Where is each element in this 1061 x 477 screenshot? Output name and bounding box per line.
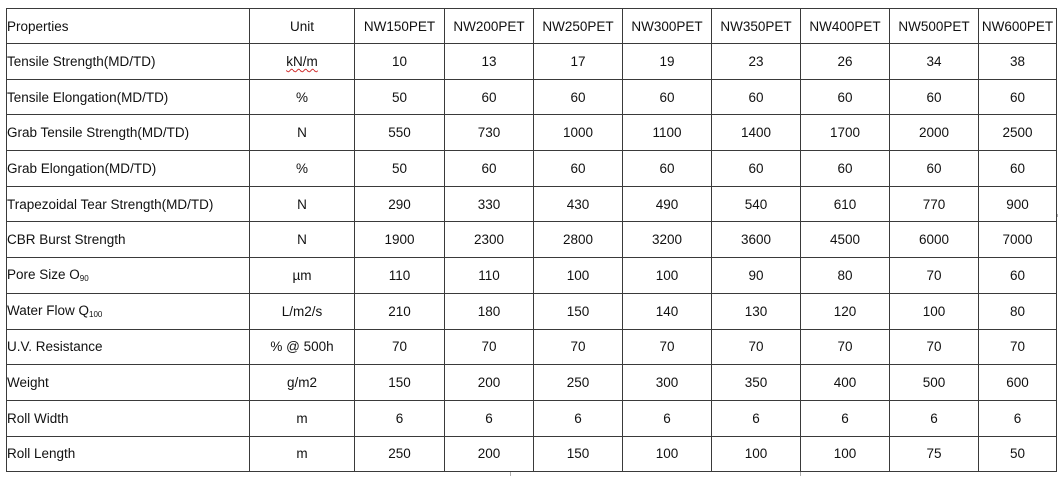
unit-label: % — [295, 160, 308, 176]
value-cell: 7000 — [979, 222, 1057, 258]
value-cell: 75 — [890, 436, 979, 472]
value-cell: 26 — [801, 44, 890, 80]
property-label: Roll Length — [7, 446, 76, 462]
value-cell: 730 — [445, 115, 534, 151]
table-row — [7, 258, 1057, 294]
table-row — [7, 365, 1057, 401]
value-cell: 350 — [712, 365, 801, 401]
unit-cell — [250, 258, 355, 294]
value-cell: 60 — [890, 151, 979, 187]
value-cell: 60 — [712, 79, 801, 115]
unit-cell — [250, 293, 355, 329]
value-cell: 6 — [355, 400, 445, 436]
value-cell: 100 — [712, 436, 801, 472]
column-header-model: NW500PET — [890, 9, 979, 44]
value-cell: 4500 — [801, 222, 890, 258]
column-header-model: NW150PET — [355, 9, 445, 44]
unit-cell — [250, 79, 355, 115]
value-cell: 490 — [623, 186, 712, 222]
column-header-model: NW300PET — [623, 9, 712, 44]
column-header-model: NW400PET — [801, 9, 890, 44]
unit-cell — [250, 115, 355, 151]
property-cell — [7, 329, 250, 365]
table-body — [7, 44, 1057, 472]
property-cell — [7, 222, 250, 258]
table-row — [7, 293, 1057, 329]
unit-cell — [250, 400, 355, 436]
value-cell: 600 — [979, 365, 1057, 401]
value-cell: 210 — [355, 293, 445, 329]
value-cell: 17 — [534, 44, 623, 80]
property-cell — [7, 79, 250, 115]
property-label: Grab Elongation(MD/TD) — [7, 160, 157, 176]
column-header-model: NW600PET — [979, 9, 1057, 44]
value-cell: 60 — [445, 79, 534, 115]
value-cell: 150 — [534, 293, 623, 329]
value-cell: 250 — [355, 436, 445, 472]
value-cell: 200 — [445, 436, 534, 472]
value-cell: 60 — [623, 79, 712, 115]
value-cell: 70 — [890, 258, 979, 294]
value-cell: 60 — [534, 79, 623, 115]
value-cell: 400 — [801, 365, 890, 401]
value-cell: 6 — [979, 400, 1057, 436]
column-header-properties: Properties — [7, 9, 250, 44]
unit-label: % @ 500h — [270, 339, 334, 355]
property-label: Trapezoidal Tear Strength(MD/TD) — [7, 196, 214, 212]
property-cell — [7, 258, 250, 294]
value-cell: 290 — [355, 186, 445, 222]
value-cell: 50 — [979, 436, 1057, 472]
property-cell — [7, 365, 250, 401]
table-row — [7, 400, 1057, 436]
value-cell: 100 — [623, 258, 712, 294]
unit-cell — [250, 151, 355, 187]
value-cell: 2300 — [445, 222, 534, 258]
value-cell: 90 — [712, 258, 801, 294]
property-cell — [7, 293, 250, 329]
spec-table — [6, 8, 1057, 472]
value-cell: 120 — [801, 293, 890, 329]
value-cell: 19 — [623, 44, 712, 80]
property-label: Pore Size O — [7, 267, 80, 283]
unit-label: g/m2 — [286, 375, 317, 391]
header-row — [7, 9, 1057, 44]
value-cell: 60 — [445, 151, 534, 187]
unit-label: N — [297, 232, 307, 248]
value-cell: 2800 — [534, 222, 623, 258]
value-cell: 70 — [623, 329, 712, 365]
value-cell: 610 — [801, 186, 890, 222]
property-label: U.V. Resistance — [7, 339, 103, 355]
value-cell: 70 — [801, 329, 890, 365]
value-cell: 60 — [801, 79, 890, 115]
value-cell: 23 — [712, 44, 801, 80]
value-cell: 80 — [979, 293, 1057, 329]
value-cell: 6 — [623, 400, 712, 436]
value-cell: 200 — [445, 365, 534, 401]
value-cell: 550 — [355, 115, 445, 151]
unit-label: % — [295, 89, 308, 105]
unit-cell — [250, 365, 355, 401]
value-cell: 50 — [355, 79, 445, 115]
value-cell: 3600 — [712, 222, 801, 258]
property-subscript: 90 — [79, 274, 89, 284]
value-cell: 10 — [355, 44, 445, 80]
property-cell — [7, 44, 250, 80]
table-row — [7, 436, 1057, 472]
value-cell: 60 — [890, 79, 979, 115]
value-cell: 180 — [445, 293, 534, 329]
unit-cell — [250, 329, 355, 365]
value-cell: 60 — [979, 151, 1057, 187]
value-cell: 100 — [534, 258, 623, 294]
property-label: Tensile Strength(MD/TD) — [7, 53, 156, 69]
unit-label: m — [296, 446, 308, 462]
unit-label: N — [297, 196, 307, 212]
value-cell: 6000 — [890, 222, 979, 258]
value-cell: 430 — [534, 186, 623, 222]
value-cell: 60 — [979, 79, 1057, 115]
value-cell: 6 — [801, 400, 890, 436]
value-cell: 34 — [890, 44, 979, 80]
value-cell: 100 — [890, 293, 979, 329]
unit-label: N — [297, 125, 307, 141]
value-cell: 1400 — [712, 115, 801, 151]
column-header-model: NW350PET — [712, 9, 801, 44]
property-label: CBR Burst Strength — [7, 232, 126, 248]
value-cell: 130 — [712, 293, 801, 329]
property-label: Roll Width — [7, 410, 69, 426]
value-cell: 60 — [534, 151, 623, 187]
value-cell: 70 — [534, 329, 623, 365]
property-label: Grab Tensile Strength(MD/TD) — [7, 125, 190, 141]
value-cell: 60 — [801, 151, 890, 187]
column-header-unit: Unit — [250, 9, 355, 44]
value-cell: 2000 — [890, 115, 979, 151]
value-cell: 80 — [801, 258, 890, 294]
property-cell — [7, 151, 250, 187]
value-cell: 70 — [445, 329, 534, 365]
value-cell: 150 — [534, 436, 623, 472]
property-cell — [7, 400, 250, 436]
value-cell: 60 — [979, 258, 1057, 294]
property-label: Tensile Elongation(MD/TD) — [7, 89, 169, 105]
value-cell: 6 — [712, 400, 801, 436]
value-cell: 70 — [355, 329, 445, 365]
value-cell: 1900 — [355, 222, 445, 258]
value-cell: 150 — [355, 365, 445, 401]
value-cell: 70 — [712, 329, 801, 365]
unit-label: L/m2/s — [281, 303, 323, 319]
unit-cell — [250, 186, 355, 222]
property-cell — [7, 186, 250, 222]
unit-label: µm — [292, 267, 312, 283]
value-cell: 3200 — [623, 222, 712, 258]
unit-label: m — [296, 410, 308, 426]
value-cell: 1700 — [801, 115, 890, 151]
value-cell: 1100 — [623, 115, 712, 151]
value-cell: 13 — [445, 44, 534, 80]
value-cell: 70 — [890, 329, 979, 365]
property-cell — [7, 115, 250, 151]
divider-tick — [510, 472, 511, 476]
property-cell — [7, 436, 250, 472]
value-cell: 110 — [445, 258, 534, 294]
value-cell: 50 — [355, 151, 445, 187]
unit-cell — [250, 222, 355, 258]
unit-cell — [250, 436, 355, 472]
value-cell: 6 — [445, 400, 534, 436]
column-header-model: NW200PET — [445, 9, 534, 44]
value-cell: 1000 — [534, 115, 623, 151]
property-label: Water Flow Q — [7, 303, 90, 319]
value-cell: 330 — [445, 186, 534, 222]
value-cell: 6 — [890, 400, 979, 436]
value-cell: 900 — [979, 186, 1057, 222]
value-cell: 60 — [712, 151, 801, 187]
property-label: Weight — [7, 375, 49, 391]
value-cell: 540 — [712, 186, 801, 222]
divider-tick — [1057, 214, 1058, 217]
value-cell: 100 — [623, 436, 712, 472]
table-row — [7, 222, 1057, 258]
table-row — [7, 151, 1057, 187]
value-cell: 60 — [623, 151, 712, 187]
value-cell: 300 — [623, 365, 712, 401]
value-cell: 100 — [801, 436, 890, 472]
value-cell: 770 — [890, 186, 979, 222]
table-row — [7, 186, 1057, 222]
value-cell: 110 — [355, 258, 445, 294]
unit-label: kN/m — [286, 53, 318, 69]
value-cell: 2500 — [979, 115, 1057, 151]
column-header-model: NW250PET — [534, 9, 623, 44]
value-cell: 250 — [534, 365, 623, 401]
value-cell: 500 — [890, 365, 979, 401]
property-subscript: 100 — [89, 310, 103, 320]
unit-cell — [250, 44, 355, 80]
table-row — [7, 79, 1057, 115]
table-row — [7, 115, 1057, 151]
value-cell: 6 — [534, 400, 623, 436]
value-cell: 38 — [979, 44, 1057, 80]
divider-tick — [800, 472, 801, 476]
value-cell: 70 — [979, 329, 1057, 365]
value-cell: 140 — [623, 293, 712, 329]
table-row — [7, 329, 1057, 365]
table-row — [7, 44, 1057, 80]
